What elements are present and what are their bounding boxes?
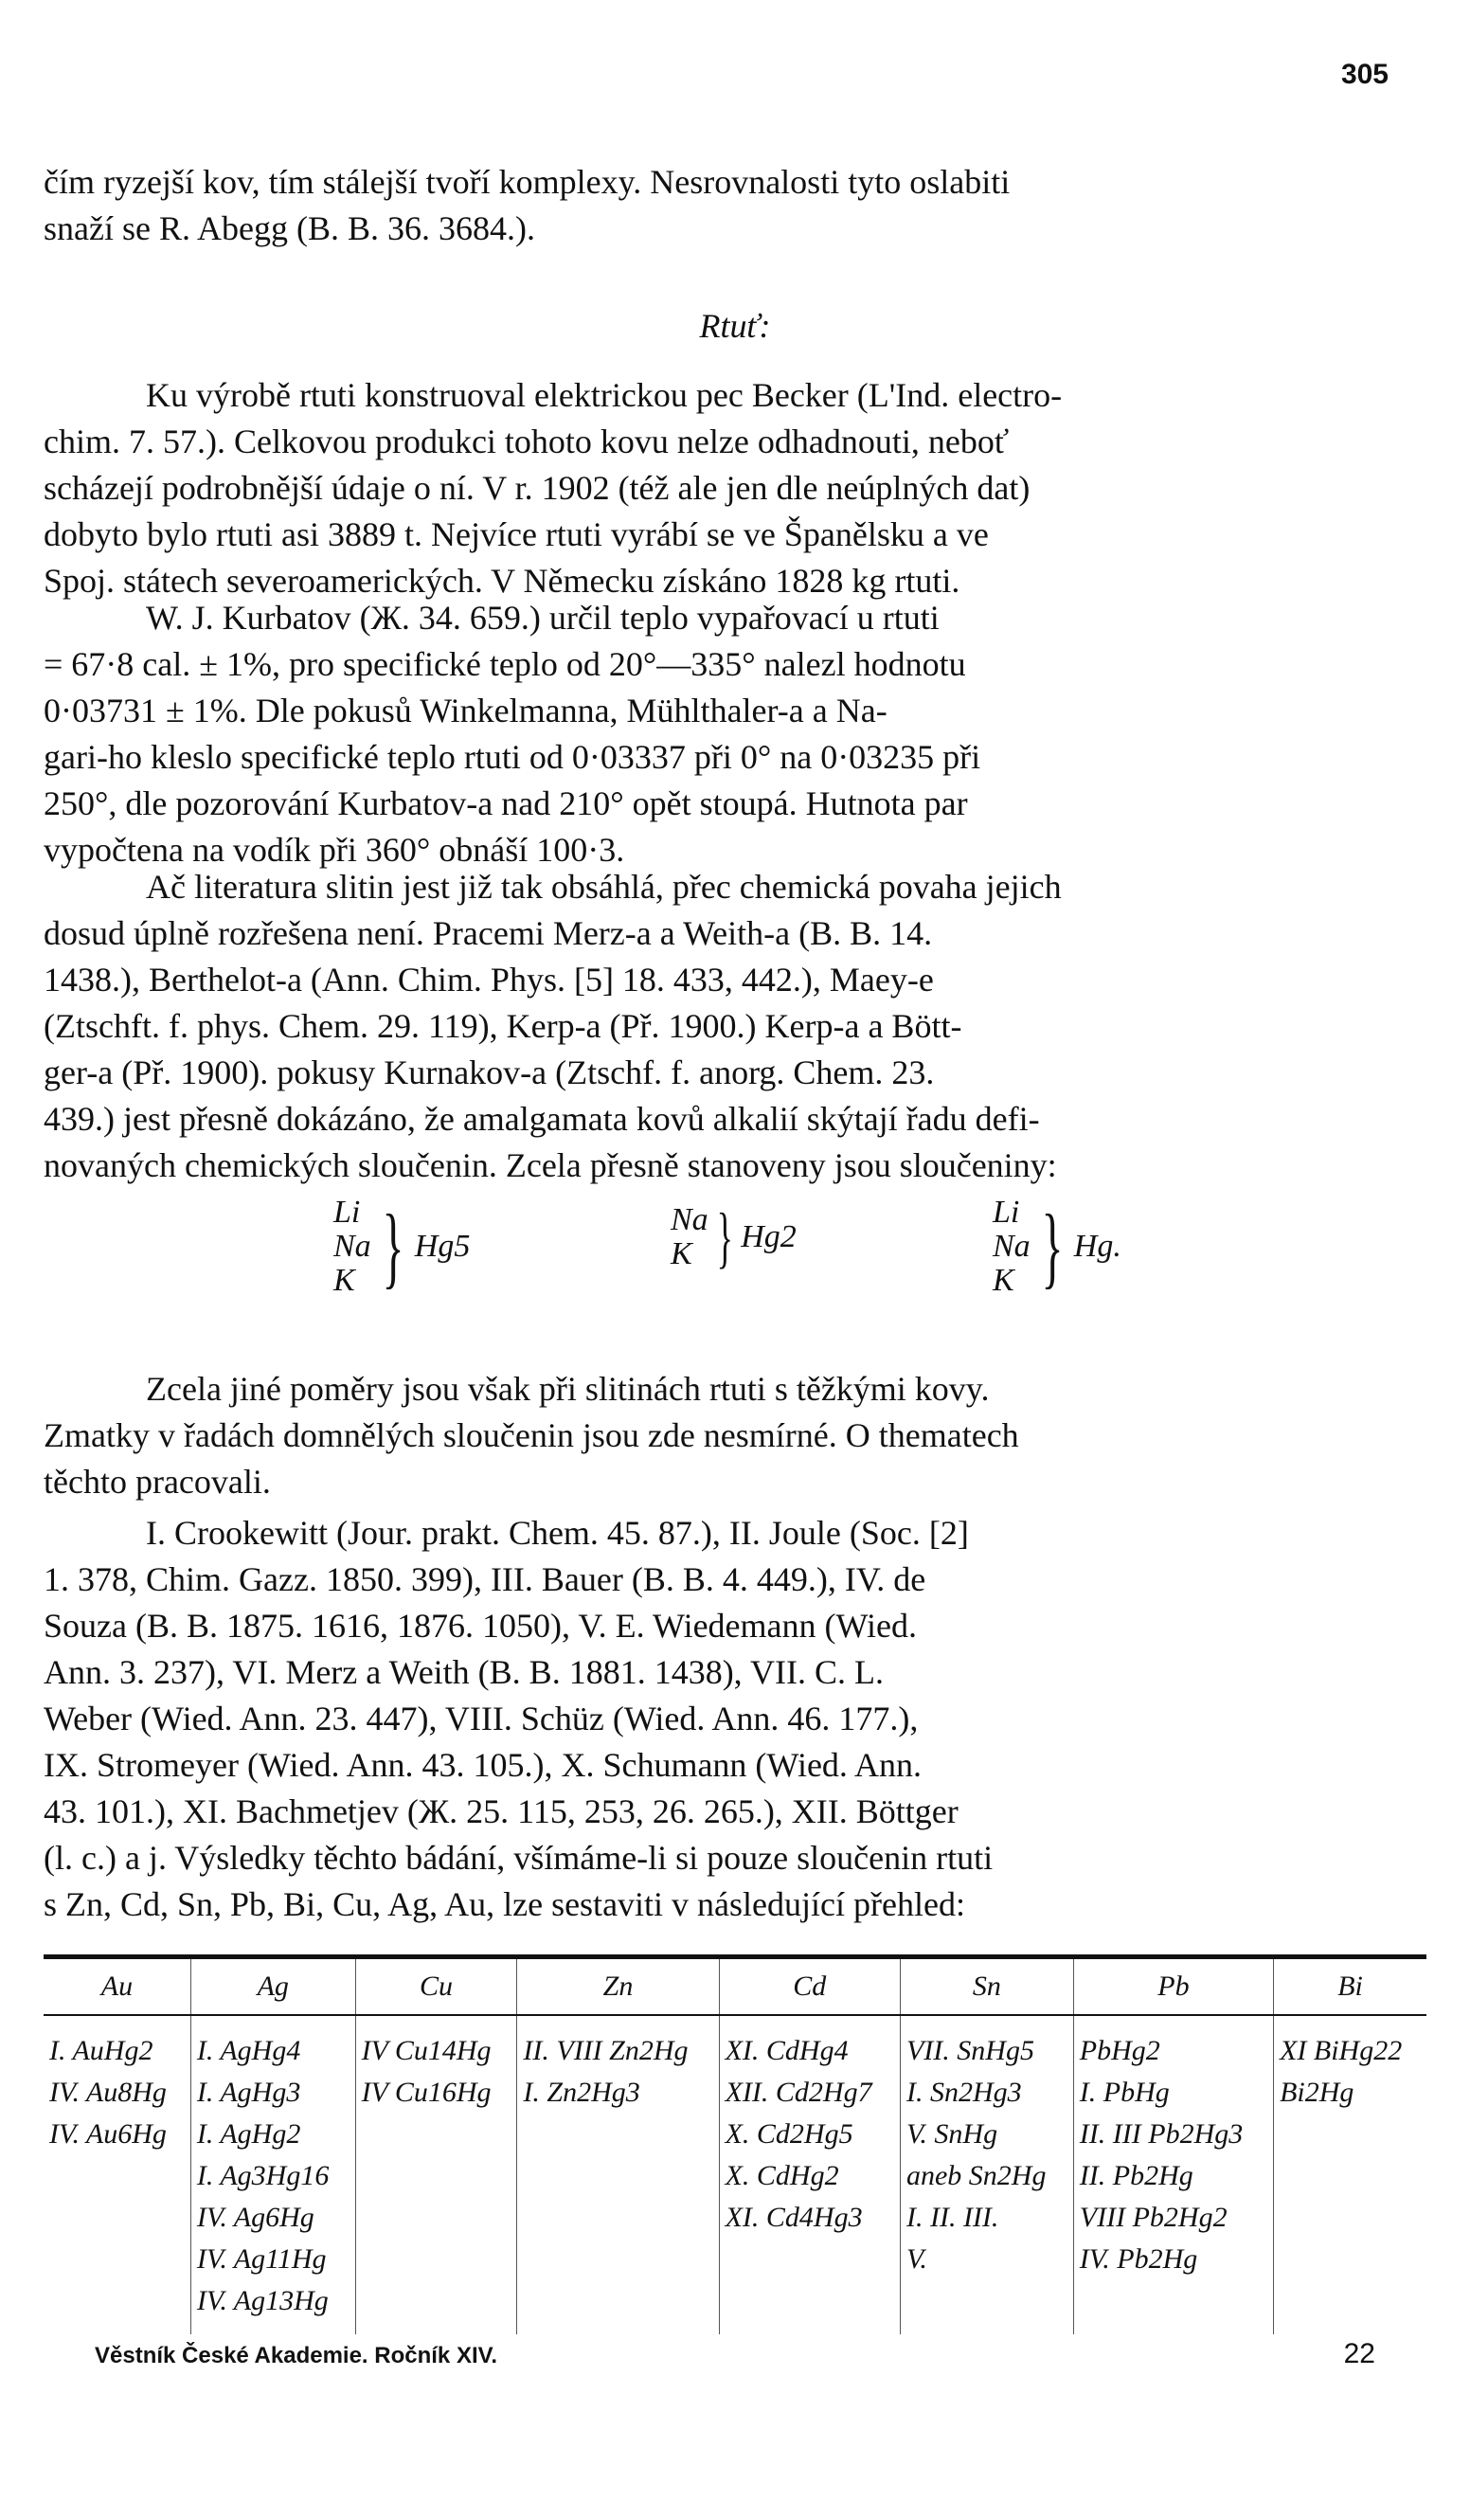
brace-icon: }: [1041, 1196, 1064, 1297]
table-cell: VIII Pb2Hg2: [1079, 2202, 1228, 2233]
table-cell: II. III Pb2Hg3: [1079, 2118, 1244, 2150]
table-cell: I. AgHg2: [196, 2118, 301, 2150]
text-line: (l. c.) a j. Výsledky těchto bádání, všímáme-li si pouze sloučenin rtuti: [44, 1839, 994, 1877]
table-cell: X. CdHg2: [725, 2160, 839, 2191]
table-cell: XII. Cd2Hg7: [725, 2077, 872, 2108]
table-cell: IV Cu14Hg: [361, 2035, 492, 2066]
table-header: Sn: [900, 1957, 1073, 2016]
formula-metal: Na: [993, 1229, 1031, 1264]
table-header: Bi: [1274, 1957, 1426, 2016]
table-cell: XI. Cd4Hg3: [725, 2202, 863, 2233]
paragraph-1: [44, 159, 1426, 252]
paragraph-2: [44, 372, 1426, 604]
text-line: chim. 7. 57.). Celkovou produkci tohoto kovu nelze odhadnouti, neboť: [44, 423, 1010, 460]
formula-mercury: Hg2: [741, 1219, 797, 1254]
table-header: Cd: [719, 1957, 900, 2016]
table-column-ag: [190, 2015, 355, 2334]
table-column-zn: [517, 2015, 719, 2334]
table-cell: I. PbHg: [1079, 2077, 1170, 2108]
paragraph-6: [44, 1510, 1426, 1928]
signature-number: 22: [1343, 2338, 1375, 2369]
table-cell: I. Sn2Hg3: [905, 2077, 1022, 2108]
table-cell: IV. Ag6Hg: [196, 2202, 314, 2233]
text-line: 1. 378, Chim. Gazz. 1850. 399), III. Bauer (B. B. 4. 449.), IV. de: [44, 1560, 926, 1598]
text-line: s Zn, Cd, Sn, Pb, Bi, Cu, Ag, Au, lze sestaviti v následující přehled:: [44, 1885, 965, 1923]
text-line: Souza (B. B. 1875. 1616, 1876. 1050), V. E. Wiedemann (Wied.: [44, 1607, 918, 1645]
text-line: Ann. 3. 237), VI. Merz a Weith (B. B. 1881. 1438), VII. C. L.: [44, 1653, 885, 1691]
table-header: Zn: [517, 1957, 719, 2016]
table-cell: I. AgHg3: [196, 2077, 301, 2108]
table-cell: II. VIII Zn2Hg: [523, 2035, 689, 2066]
text-line: W. J. Kurbatov (Ж. 34. 659.) určil teplo vypařovací u rtuti: [146, 599, 940, 637]
text-line: = 67·8 cal. ± 1%, pro specifické teplo od 20°—335° nalezl hodnotu: [44, 645, 966, 683]
table-column-cu: [355, 2015, 517, 2334]
journal-footer: Věstník České Akademie. Ročník XIV.: [95, 2343, 498, 2368]
table-cell: V.: [905, 2243, 927, 2275]
table-column-cd: [719, 2015, 900, 2334]
text-line: Zmatky v řadách domnělých sloučenin jsou zde nesmírné. O thematech: [44, 1416, 1019, 1454]
text-line: IX. Stromeyer (Wied. Ann. 43. 105.), X. Schumann (Wied. Ann.: [44, 1746, 922, 1784]
brace-icon: }: [716, 1199, 733, 1275]
table-cell: IV Cu16Hg: [361, 2077, 492, 2108]
table-column-pb: [1073, 2015, 1273, 2334]
text-line: I. Crookewitt (Jour. prakt. Chem. 45. 87.), II. Joule (Soc. [2]: [146, 1514, 969, 1552]
formula-mercury: Hg5: [414, 1229, 471, 1264]
text-line: snaží se R. Abegg (B. B. 36. 3684.).: [44, 209, 535, 247]
paragraph-5: [44, 1366, 1426, 1505]
table-column-au: [44, 2015, 190, 2334]
formula-metal: Na: [333, 1229, 371, 1264]
formula-metal: Na: [671, 1202, 708, 1237]
table-cell: Bi2Hg: [1280, 2077, 1354, 2108]
formula-metal: K: [993, 1263, 1014, 1298]
table-cell: IV. Ag11Hg: [196, 2243, 327, 2275]
page-number: 305: [1340, 59, 1389, 90]
text-line: gari-ho kleslo specifické teplo rtuti od 0·03337 při 0° na 0·03235 při: [44, 738, 981, 776]
table-cell: IV. Ag13Hg: [196, 2285, 329, 2316]
table-column-sn: [900, 2015, 1073, 2334]
text-line: 1438.), Berthelot-a (Ann. Chim. Phys. [5] 18. 433, 442.), Maey-e: [44, 961, 934, 999]
mercury-compounds-table: [44, 1954, 1426, 2334]
table-cell: VII. SnHg5: [905, 2035, 1034, 2066]
text-line: dosud úplně rozřešena není. Pracemi Merz-a a Weith-a (B. B. 14.: [44, 914, 933, 952]
formula-mercury: Hg.: [1073, 1229, 1121, 1264]
text-line: Zcela jiné poměry jsou však při slitinách rtuti s těžkými kovy.: [146, 1370, 990, 1408]
text-line: 250°, dle pozorování Kurbatov-a nad 210° opět stoupá. Hutnota par: [44, 784, 968, 822]
table-cell: X. Cd2Hg5: [725, 2118, 853, 2150]
text-line: scházejí podrobnější údaje o ní. V r. 1902 (též ale jen dle neúplných dat): [44, 469, 1031, 507]
formula-metal: K: [671, 1236, 692, 1271]
text-line: 0·03731 ± 1%. Dle pokusů Winkelmanna, Mühlthaler-a a Na-: [44, 692, 887, 729]
table-cell: aneb Sn2Hg: [905, 2160, 1047, 2191]
table-cell: I. AgHg4: [196, 2035, 301, 2066]
text-line: novaných chemických sloučenin. Zcela přesně stanoveny jsou sloučeniny:: [44, 1146, 1057, 1184]
formula-li-na-k-hg: [993, 1196, 1121, 1298]
table-cell: V. SnHg: [905, 2118, 998, 2150]
table-header-row: [44, 1957, 1426, 2016]
text-line: vypočtena na vodík při 360° obnáší 100·3.: [44, 831, 625, 869]
brace-icon: }: [382, 1196, 404, 1297]
formula-metal: K: [333, 1263, 355, 1298]
text-line: ger-a (Př. 1900). pokusy Kurnakov-a (Ztschf. f. anorg. Chem. 23.: [44, 1053, 935, 1091]
table-header: Cu: [355, 1957, 517, 2016]
text-line: Ač literatura slitin jest již tak obsáhlá, přec chemická povaha jejich: [146, 868, 1062, 906]
text-line: 439.) jest přesně dokázáno, že amalgamata kovů alkalií skýtají řadu defi-: [44, 1100, 1040, 1138]
section-heading-rtut: Rtuť:: [699, 307, 771, 345]
text-line: dobyto bylo rtuti asi 3889 t. Nejvíce rtuti vyrábí se ve Španělsku a ve: [44, 515, 989, 553]
text-line: Spoj. státech severoamerických. V Německu získáno 1828 kg rtuti.: [44, 562, 960, 600]
table-cell: I. Zn2Hg3: [523, 2077, 640, 2108]
table-cell: I. II. III.: [905, 2202, 999, 2233]
text-line: těchto pracovali.: [44, 1463, 271, 1501]
text-line: Ku výrobě rtuti konstruoval elektrickou pec Becker (L'Ind. electro-: [146, 376, 1063, 414]
table-column-bi: [1274, 2015, 1426, 2334]
table-cell: PbHg2: [1079, 2035, 1160, 2066]
table-header: Au: [44, 1957, 190, 2016]
text-line: Weber (Wied. Ann. 23. 447), VIII. Schüz (Wied. Ann. 46. 177.),: [44, 1700, 919, 1737]
table-header: Pb: [1073, 1957, 1273, 2016]
table-cell: I. AuHg2: [49, 2035, 153, 2066]
table-cell: II. Pb2Hg: [1079, 2160, 1193, 2191]
table-cell: XI. CdHg4: [725, 2035, 849, 2066]
formula-li-na-k-hg5: [333, 1196, 470, 1298]
table-cell: IV. Au6Hg: [49, 2118, 167, 2150]
text-line: (Ztschft. f. phys. Chem. 29. 119), Kerp-a (Př. 1900.) Kerp-a a Bött-: [44, 1007, 962, 1045]
paragraph-4: [44, 864, 1426, 1189]
text-line: čím ryzejší kov, tím stálejší tvoří komplexy. Nesrovnalosti tyto oslabiti: [44, 163, 1011, 201]
table-cell: XI BiHg22: [1280, 2035, 1403, 2066]
table-header: Ag: [190, 1957, 355, 2016]
table-cell: IV. Au8Hg: [49, 2077, 167, 2108]
formula-metal: Li: [333, 1195, 361, 1230]
paragraph-3: [44, 595, 1426, 873]
table-cell: IV. Pb2Hg: [1079, 2243, 1198, 2275]
table-cell: I. Ag3Hg16: [196, 2160, 330, 2191]
formula-na-k-hg2: [671, 1199, 797, 1275]
text-line: 43. 101.), XI. Bachmetjev (Ж. 25. 115, 253, 26. 265.), XII. Böttger: [44, 1792, 959, 1830]
formula-metal: Li: [993, 1195, 1020, 1230]
table-row: [44, 2015, 1426, 2334]
